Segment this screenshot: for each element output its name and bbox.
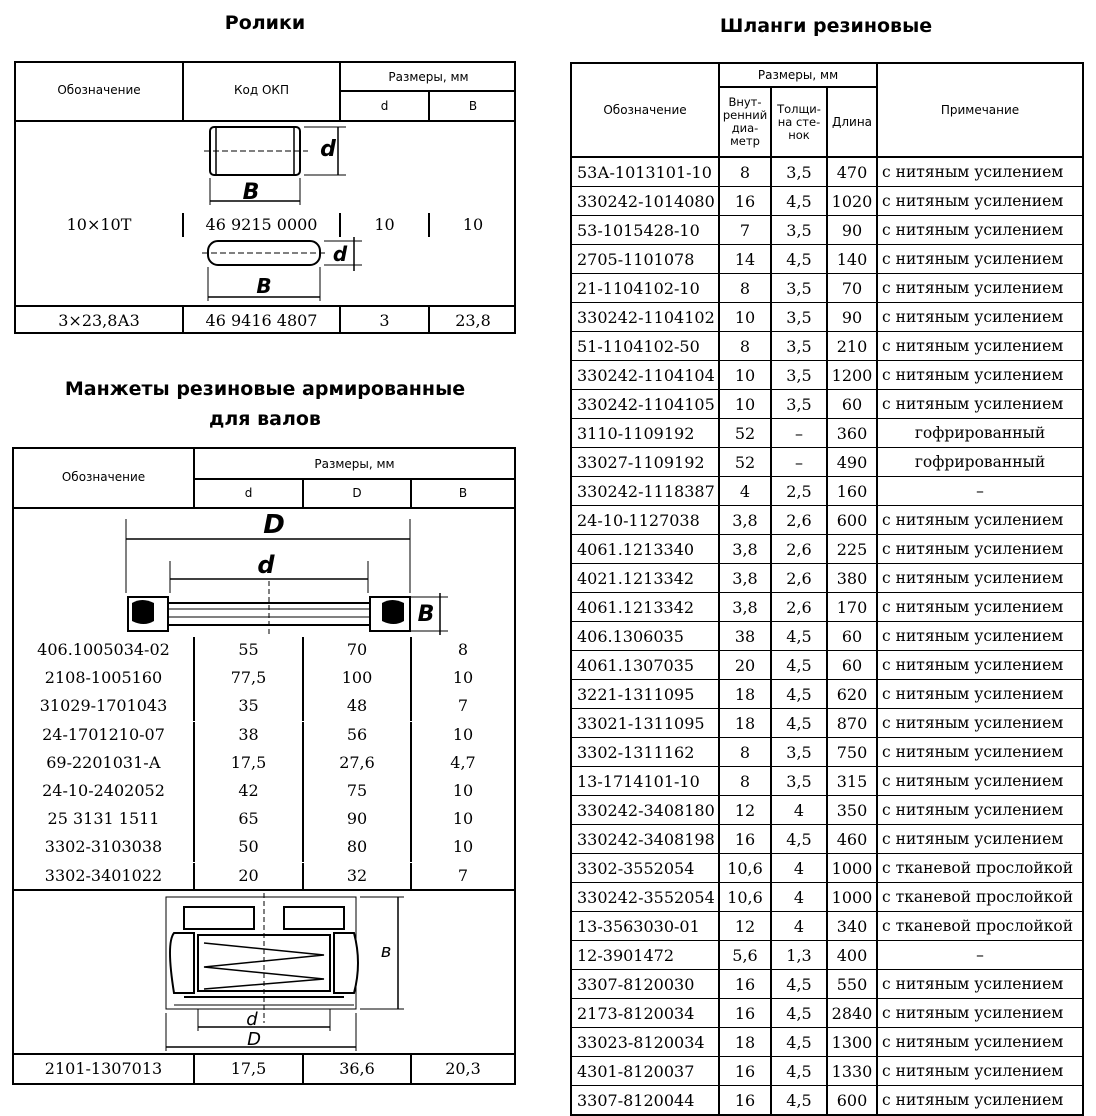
- hoses-header-inner: Внут-ренний диа-метр: [719, 87, 771, 157]
- rollers-row-1-designation: 10×10Т: [66, 215, 132, 234]
- hose-code: 330242-1104105: [571, 390, 719, 419]
- hose-length: 1000: [827, 883, 877, 912]
- hose-length: 600: [827, 1086, 877, 1116]
- cuff-2-d-label: d: [246, 1009, 258, 1030]
- hose-inner-diameter: 10,6: [719, 883, 771, 912]
- cuff-cell-d: 42: [238, 781, 259, 800]
- hose-note: с нитяным усилением: [877, 157, 1083, 187]
- cuff-2-D-label: D: [247, 1029, 261, 1050]
- cuff-1-D-label: D: [263, 511, 285, 540]
- roller-drawing-2: [196, 237, 366, 305]
- hose-row: [571, 564, 1083, 593]
- hose-row: [571, 1086, 1083, 1116]
- hose-row: [571, 245, 1083, 274]
- hose-code: 330242-3552054: [571, 883, 719, 912]
- hose-code: 3302-1311162: [571, 738, 719, 767]
- hose-row: [571, 912, 1083, 941]
- hose-length: 460: [827, 825, 877, 854]
- hose-inner-diameter: 16: [719, 999, 771, 1028]
- hose-note: с нитяным усилением: [877, 361, 1083, 390]
- cuff-cell-D: 27,6: [339, 753, 375, 772]
- cuff-drawing-1: [114, 511, 454, 635]
- hose-length: 60: [827, 390, 877, 419]
- hose-code: 2705-1101078: [571, 245, 719, 274]
- cuffs-header-designation: Обозначение: [61, 470, 146, 484]
- hose-code: 33027-1109192: [571, 448, 719, 477]
- hose-inner-diameter: 3,8: [719, 593, 771, 622]
- hose-length: 90: [827, 303, 877, 332]
- hose-length: 1020: [827, 187, 877, 216]
- hose-code: 33023-8120034: [571, 1028, 719, 1057]
- hose-inner-diameter: 16: [719, 1057, 771, 1086]
- hose-note: с нитяным усилением: [877, 680, 1083, 709]
- hose-length: 90: [827, 216, 877, 245]
- hose-row: [571, 593, 1083, 622]
- hose-inner-diameter: 8: [719, 767, 771, 796]
- hose-inner-diameter: 10,6: [719, 854, 771, 883]
- hose-wall-thickness: 4: [771, 912, 827, 941]
- cuff-row: [14, 778, 514, 806]
- cuff-cell-designation: 69-2201031-А: [46, 753, 161, 772]
- hose-row: [571, 506, 1083, 535]
- hose-note: с нитяным усилением: [877, 390, 1083, 419]
- hose-wall-thickness: 4,5: [771, 825, 827, 854]
- rollers-header-d: d: [380, 99, 389, 113]
- cuffs-header-sizes: Размеры, мм: [314, 457, 395, 471]
- cuffs-table: [12, 447, 516, 1085]
- hoses-title: Шланги резиновые: [719, 15, 933, 37]
- hose-note: –: [877, 477, 1083, 506]
- rollers-row-2-okp: 46 9416 4807: [205, 311, 318, 330]
- rollers-table: [14, 61, 516, 334]
- hose-code: 2173-8120034: [571, 999, 719, 1028]
- hose-wall-thickness: 3,5: [771, 157, 827, 187]
- hose-inner-diameter: 18: [719, 709, 771, 738]
- hose-inner-diameter: 38: [719, 622, 771, 651]
- hose-note: с нитяным усилением: [877, 825, 1083, 854]
- hose-note: с нитяным усилением: [877, 738, 1083, 767]
- hose-wall-thickness: 4: [771, 883, 827, 912]
- hose-inner-diameter: 8: [719, 738, 771, 767]
- hose-length: 2840: [827, 999, 877, 1028]
- cuff-cell-B: 10: [452, 668, 474, 687]
- roller-1-b-label: B: [242, 180, 260, 205]
- cuffs-title-line-2: для валов: [209, 408, 321, 430]
- hose-length: 400: [827, 941, 877, 970]
- hose-code: 4061.1307035: [571, 651, 719, 680]
- hose-inner-diameter: 16: [719, 1086, 771, 1116]
- hose-wall-thickness: 2,6: [771, 564, 827, 593]
- hose-note: с нитяным усилением: [877, 332, 1083, 361]
- hose-code: 330242-3408180: [571, 796, 719, 825]
- hose-row: [571, 477, 1083, 506]
- rollers-header-okp: Код ОКП: [234, 83, 289, 97]
- hose-row: [571, 332, 1083, 361]
- cuffs-header-D: D: [352, 486, 362, 500]
- hose-inner-diameter: 52: [719, 419, 771, 448]
- roller-1-d-label: d: [320, 137, 336, 162]
- hose-code: 3307-8120044: [571, 1086, 719, 1116]
- cuff-cell-designation: 31029-1701043: [39, 696, 168, 715]
- cuff-row: [14, 722, 514, 750]
- cuff-cell-designation: 3302-3103038: [44, 837, 163, 856]
- hose-code: 24-10-1127038: [571, 506, 719, 535]
- cuff-cell-D: 56: [346, 725, 368, 744]
- hose-length: 1000: [827, 854, 877, 883]
- hose-inner-diameter: 3,8: [719, 506, 771, 535]
- hose-row: [571, 448, 1083, 477]
- hose-row: [571, 274, 1083, 303]
- hose-wall-thickness: 4,5: [771, 970, 827, 999]
- rollers-row-1-d: 10: [374, 215, 395, 234]
- hose-code: 330242-1014080: [571, 187, 719, 216]
- hose-length: 380: [827, 564, 877, 593]
- hose-note: гофрированный: [877, 419, 1083, 448]
- hose-wall-thickness: 4,5: [771, 1028, 827, 1057]
- cuff-cell-d: 35: [238, 696, 259, 715]
- hose-code: 53А-1013101-10: [571, 157, 719, 187]
- hose-inner-diameter: 20: [719, 651, 771, 680]
- hose-code: 4021.1213342: [571, 564, 719, 593]
- cuffs-header-B: B: [458, 486, 468, 500]
- hose-note: с нитяным усилением: [877, 622, 1083, 651]
- hose-length: 1200: [827, 361, 877, 390]
- hose-code: 13-1714101-10: [571, 767, 719, 796]
- cuff-cell-B: 8: [457, 640, 469, 659]
- hose-note: с нитяным усилением: [877, 970, 1083, 999]
- hose-length: 1330: [827, 1057, 877, 1086]
- hose-length: 60: [827, 651, 877, 680]
- hose-inner-diameter: 4: [719, 477, 771, 506]
- hose-wall-thickness: 4,5: [771, 680, 827, 709]
- hose-wall-thickness: 4,5: [771, 622, 827, 651]
- hose-length: 620: [827, 680, 877, 709]
- cuff-1-B-label: B: [417, 602, 435, 627]
- hose-length: 470: [827, 157, 877, 187]
- hose-wall-thickness: 4: [771, 796, 827, 825]
- cuff-row: [14, 637, 514, 665]
- hose-row: [571, 419, 1083, 448]
- hose-length: 160: [827, 477, 877, 506]
- hose-inner-diameter: 16: [719, 825, 771, 854]
- hose-wall-thickness: 3,5: [771, 390, 827, 419]
- hoses-header-wall: Толщи-на сте-нок: [771, 87, 827, 157]
- hose-row: [571, 1028, 1083, 1057]
- hose-note: с нитяным усилением: [877, 1028, 1083, 1057]
- hoses-header-sizes: Размеры, мм: [719, 63, 877, 87]
- hose-row: [571, 796, 1083, 825]
- cuff-cell-D: 32: [346, 866, 368, 885]
- hose-code: 21-1104102-10: [571, 274, 719, 303]
- hose-row: [571, 854, 1083, 883]
- cuff-cell-designation: 25 3131 1511: [47, 809, 160, 828]
- hose-code: 330242-3408198: [571, 825, 719, 854]
- hose-code: 330242-1104104: [571, 361, 719, 390]
- cuff-1-d-label: d: [257, 551, 275, 579]
- cuff-cell-D: 100: [341, 668, 373, 687]
- hose-row: [571, 216, 1083, 245]
- hose-code: 33021-1311095: [571, 709, 719, 738]
- hose-wall-thickness: –: [771, 419, 827, 448]
- hose-wall-thickness: 4,5: [771, 1057, 827, 1086]
- hose-row: [571, 738, 1083, 767]
- cuffs-last-row-designation: 2101-1307013: [44, 1059, 163, 1078]
- hose-inner-diameter: 10: [719, 303, 771, 332]
- cuffs-last-row-B: 20,3: [445, 1059, 481, 1078]
- hose-inner-diameter: 8: [719, 157, 771, 187]
- hose-wall-thickness: 3,5: [771, 767, 827, 796]
- rollers-header-b: B: [468, 99, 478, 113]
- hose-note: с тканевой прослойкой: [877, 912, 1083, 941]
- cuffs-title-line-1: Манжеты резиновые армированные: [64, 378, 466, 400]
- cuff-row: [14, 693, 514, 721]
- hose-code: 3307-8120030: [571, 970, 719, 999]
- hose-note: с нитяным усилением: [877, 216, 1083, 245]
- cuff-cell-designation: 406.1005034-02: [37, 640, 170, 659]
- hose-wall-thickness: 2,5: [771, 477, 827, 506]
- cuff-cell-D: 90: [346, 809, 368, 828]
- hose-length: 210: [827, 332, 877, 361]
- hose-length: 350: [827, 796, 877, 825]
- hose-inner-diameter: 3,8: [719, 535, 771, 564]
- hose-inner-diameter: 52: [719, 448, 771, 477]
- hose-inner-diameter: 10: [719, 361, 771, 390]
- hoses-table: [570, 62, 1084, 1116]
- hose-row: [571, 535, 1083, 564]
- hose-wall-thickness: 4: [771, 854, 827, 883]
- hose-wall-thickness: 4,5: [771, 1086, 827, 1116]
- cuff-drawing-2: [154, 893, 424, 1053]
- rollers-header-designation: Обозначение: [57, 83, 141, 97]
- cuffs-last-row-D: 36,6: [339, 1059, 375, 1078]
- hose-wall-thickness: 4,5: [771, 999, 827, 1028]
- hose-code: 3221-1311095: [571, 680, 719, 709]
- hose-code: 3302-3552054: [571, 854, 719, 883]
- hose-wall-thickness: 3,5: [771, 274, 827, 303]
- hose-inner-diameter: 12: [719, 796, 771, 825]
- cuff-row: [14, 834, 514, 862]
- hose-code: 13-3563030-01: [571, 912, 719, 941]
- hose-wall-thickness: 3,5: [771, 216, 827, 245]
- roller-2-d-label: d: [332, 242, 348, 266]
- hose-note: с нитяным усилением: [877, 709, 1083, 738]
- hose-note: с нитяным усилением: [877, 767, 1083, 796]
- hose-note: с нитяным усилением: [877, 999, 1083, 1028]
- hose-length: 340: [827, 912, 877, 941]
- cuff-cell-d: 50: [238, 837, 259, 856]
- hose-inner-diameter: 3,8: [719, 564, 771, 593]
- cuff-cell-designation: 24-1701210-07: [42, 725, 165, 744]
- cuff-cell-B: 10: [452, 809, 474, 828]
- hose-length: 70: [827, 274, 877, 303]
- hose-wall-thickness: 3,5: [771, 303, 827, 332]
- hose-inner-diameter: 14: [719, 245, 771, 274]
- hose-inner-diameter: 7: [719, 216, 771, 245]
- hose-wall-thickness: 1,3: [771, 941, 827, 970]
- cuff-row: [14, 863, 514, 891]
- cuff-row: [14, 665, 514, 693]
- hoses-header-note: Примечание: [877, 63, 1083, 157]
- hose-note: с нитяным усилением: [877, 1086, 1083, 1116]
- hose-length: 140: [827, 245, 877, 274]
- hose-code: 12-3901472: [571, 941, 719, 970]
- hose-length: 1300: [827, 1028, 877, 1057]
- hose-row: [571, 680, 1083, 709]
- hose-row: [571, 622, 1083, 651]
- hoses-header-designation: Обозначение: [571, 63, 719, 157]
- hose-wall-thickness: 2,6: [771, 506, 827, 535]
- cuff-cell-d: 17,5: [230, 753, 267, 772]
- roller-2-b-label: B: [256, 274, 272, 298]
- hose-code: 4061.1213340: [571, 535, 719, 564]
- hose-note: –: [877, 941, 1083, 970]
- hose-row: [571, 767, 1083, 796]
- hose-inner-diameter: 16: [719, 970, 771, 999]
- hose-wall-thickness: –: [771, 448, 827, 477]
- hoses-header-length: Длина: [827, 87, 877, 157]
- hose-length: 550: [827, 970, 877, 999]
- cuff-cell-d: 20: [238, 866, 259, 885]
- cuff-cell-B: 10: [452, 837, 474, 856]
- hose-note: с нитяным усилением: [877, 303, 1083, 332]
- cuff-cell-d: 65: [238, 809, 259, 828]
- rollers-row-1-okp: 46 9215 0000: [205, 215, 318, 234]
- cuffs-last-row-d: 17,5: [230, 1059, 267, 1078]
- roller-drawing-1: [196, 123, 356, 208]
- hose-length: 600: [827, 506, 877, 535]
- cuff-cell-B: 7: [457, 696, 469, 715]
- hose-length: 170: [827, 593, 877, 622]
- cuff-cell-B: 10: [452, 725, 474, 744]
- hose-wall-thickness: 3,5: [771, 332, 827, 361]
- hose-row: [571, 390, 1083, 419]
- hose-wall-thickness: 3,5: [771, 738, 827, 767]
- hose-wall-thickness: 2,6: [771, 535, 827, 564]
- hose-inner-diameter: 8: [719, 332, 771, 361]
- hose-length: 360: [827, 419, 877, 448]
- hose-length: 225: [827, 535, 877, 564]
- rollers-header-sizes: Размеры, мм: [388, 70, 469, 84]
- hose-inner-diameter: 16: [719, 187, 771, 216]
- hose-row: [571, 883, 1083, 912]
- hose-wall-thickness: 4,5: [771, 245, 827, 274]
- hose-row: [571, 303, 1083, 332]
- hose-note: с нитяным усилением: [877, 274, 1083, 303]
- hose-length: 870: [827, 709, 877, 738]
- cuff-cell-D: 80: [346, 837, 368, 856]
- hose-note: с нитяным усилением: [877, 506, 1083, 535]
- rollers-row-1-b: 10: [462, 215, 484, 234]
- hose-note: с нитяным усилением: [877, 187, 1083, 216]
- cuff-cell-designation: 2108-1005160: [44, 668, 163, 687]
- cuff-row: [14, 750, 514, 778]
- hose-row: [571, 999, 1083, 1028]
- hose-row: [571, 157, 1083, 187]
- hose-row: [571, 651, 1083, 680]
- hose-code: 4061.1213342: [571, 593, 719, 622]
- cuff-cell-D: 75: [346, 781, 368, 800]
- hose-inner-diameter: 18: [719, 1028, 771, 1057]
- cuff-cell-D: 48: [346, 696, 368, 715]
- hose-wall-thickness: 4,5: [771, 187, 827, 216]
- hose-note: с нитяным усилением: [877, 535, 1083, 564]
- hose-note: с нитяным усилением: [877, 593, 1083, 622]
- hose-length: 750: [827, 738, 877, 767]
- hose-row: [571, 941, 1083, 970]
- hose-note: с нитяным усилением: [877, 245, 1083, 274]
- hose-row: [571, 187, 1083, 216]
- hose-row: [571, 970, 1083, 999]
- rollers-title: Ролики: [224, 12, 306, 34]
- cuff-cell-B: 4,7: [450, 753, 476, 772]
- hose-inner-diameter: 10: [719, 390, 771, 419]
- hose-code: 53-1015428-10: [571, 216, 719, 245]
- hose-note: с тканевой прослойкой: [877, 854, 1083, 883]
- rollers-row-2-designation: 3×23,8А3: [58, 311, 140, 330]
- hose-inner-diameter: 5,6: [719, 941, 771, 970]
- cuff-cell-d: 55: [238, 640, 259, 659]
- hose-note: с тканевой прослойкой: [877, 883, 1083, 912]
- hose-code: 406.1306035: [571, 622, 719, 651]
- hose-length: 315: [827, 767, 877, 796]
- cuff-2-B-label: в: [380, 941, 392, 962]
- cuff-cell-B: 7: [457, 866, 469, 885]
- hose-note: с нитяным усилением: [877, 564, 1083, 593]
- hose-wall-thickness: 3,5: [771, 361, 827, 390]
- hose-code: 330242-1118387: [571, 477, 719, 506]
- cuff-cell-d: 38: [238, 725, 259, 744]
- rollers-row-2-b: 23,8: [455, 311, 491, 330]
- hose-note: гофрированный: [877, 448, 1083, 477]
- hose-inner-diameter: 12: [719, 912, 771, 941]
- hose-length: 490: [827, 448, 877, 477]
- hose-length: 60: [827, 622, 877, 651]
- hose-row: [571, 825, 1083, 854]
- hose-wall-thickness: 4,5: [771, 709, 827, 738]
- hose-note: с нитяным усилением: [877, 796, 1083, 825]
- hose-wall-thickness: 2,6: [771, 593, 827, 622]
- hose-code: 3110-1109192: [571, 419, 719, 448]
- hose-code: 51-1104102-50: [571, 332, 719, 361]
- hose-inner-diameter: 18: [719, 680, 771, 709]
- hose-row: [571, 709, 1083, 738]
- cuff-cell-B: 10: [452, 781, 474, 800]
- hose-row: [571, 1057, 1083, 1086]
- hose-wall-thickness: 4,5: [771, 651, 827, 680]
- cuff-row: [14, 806, 514, 834]
- hose-inner-diameter: 8: [719, 274, 771, 303]
- cuff-cell-d: 77,5: [230, 668, 267, 687]
- rollers-row-2-d: 3: [379, 311, 390, 330]
- cuffs-header-d: d: [244, 486, 253, 500]
- cuff-cell-D: 70: [346, 640, 368, 659]
- hose-note: с нитяным усилением: [877, 1057, 1083, 1086]
- hose-note: с нитяным усилением: [877, 651, 1083, 680]
- cuff-cell-designation: 3302-3401022: [44, 866, 163, 885]
- hose-row: [571, 361, 1083, 390]
- hose-code: 330242-1104102: [571, 303, 719, 332]
- hose-code: 4301-8120037: [571, 1057, 719, 1086]
- cuff-cell-designation: 24-10-2402052: [42, 781, 165, 800]
